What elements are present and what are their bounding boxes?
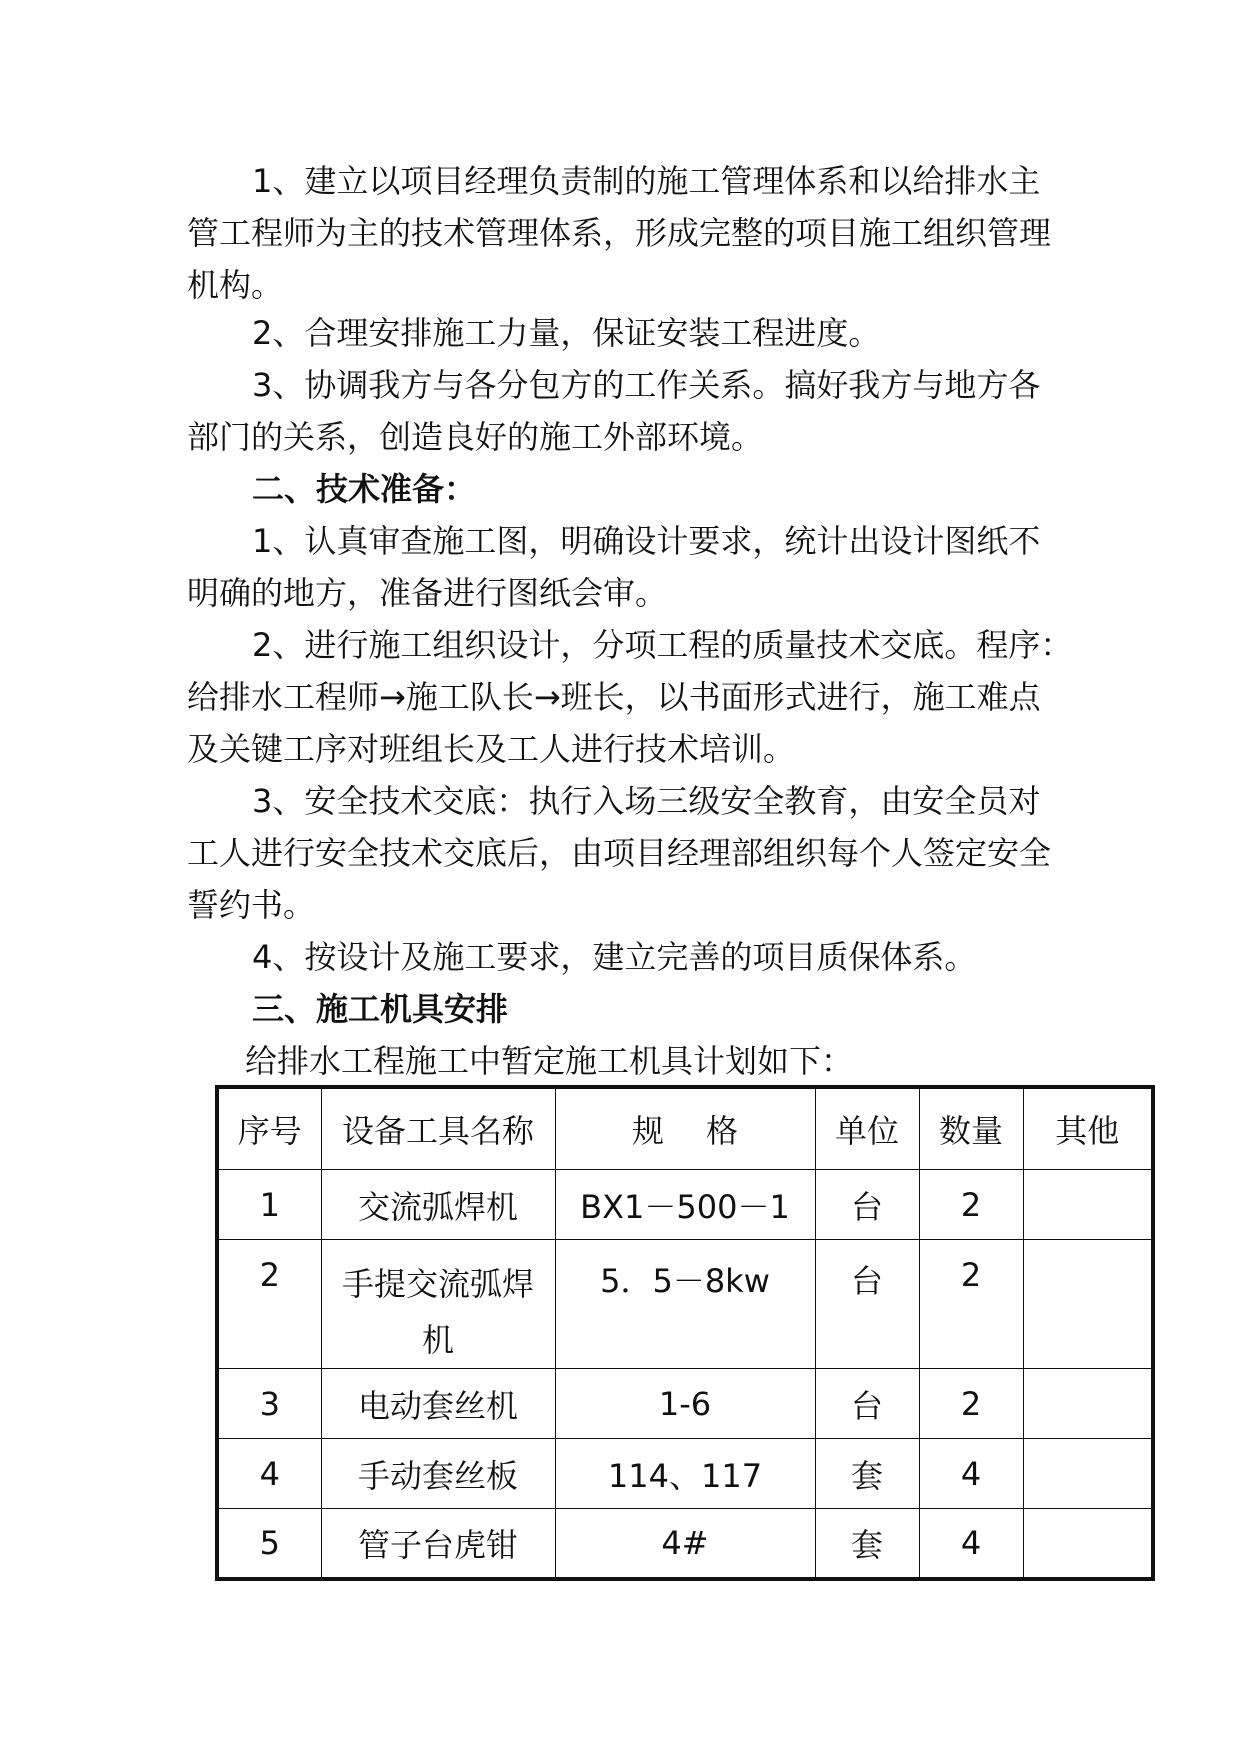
cell-other	[1023, 1509, 1153, 1579]
cell-spec: 5．5－8kw	[555, 1240, 815, 1369]
cell-name: 手动套丝板	[321, 1439, 555, 1509]
cell-no: 3	[217, 1369, 321, 1439]
header-other: 其他	[1023, 1087, 1153, 1170]
cell-qty: 2	[919, 1240, 1023, 1369]
cell-name: 交流弧焊机	[321, 1170, 555, 1240]
cell-no: 4	[217, 1439, 321, 1509]
header-spec: 规格	[555, 1087, 815, 1170]
table-row	[217, 1170, 1153, 1240]
cell-name: 手提交流弧焊 机	[321, 1240, 555, 1369]
table-header-row	[217, 1087, 1153, 1170]
paragraph-2-4: 4、按设计及施工要求，建立完善的项目质保体系。	[252, 938, 977, 976]
header-qty: 数量	[919, 1087, 1023, 1170]
cell-other	[1023, 1240, 1153, 1369]
cell-qty: 2	[919, 1170, 1023, 1240]
section-heading-construction-machinery: 三、施工机具安排	[252, 990, 509, 1028]
cell-spec: 114、117	[555, 1439, 815, 1509]
paragraph-2-1: 1、认真审查施工图，明确设计要求，统计出设计图纸不 明确的地方，准备进行图纸会审。	[187, 522, 1041, 612]
table-row	[217, 1439, 1153, 1509]
section-heading-technical-preparation: 二、技术准备：	[252, 470, 477, 508]
cell-unit: 套	[815, 1509, 919, 1579]
cell-unit: 台	[815, 1369, 919, 1439]
cell-other	[1023, 1170, 1153, 1240]
paragraph-2-2: 2、进行施工组织设计，分项工程的质量技术交底。程序： 给排水工程师→施工队长→班长，以书面形式进行，施工难点 及关键工序对班组长及工人进行技术培训。	[187, 626, 1073, 768]
cell-no: 5	[217, 1509, 321, 1579]
cell-qty: 2	[919, 1369, 1023, 1439]
cell-name: 管子台虎钳	[321, 1509, 555, 1579]
paragraph-1-3: 3、协调我方与各分包方的工作关系。搞好我方与地方各 部门的关系，创造良好的施工外部环境。	[187, 366, 1041, 456]
cell-unit: 套	[815, 1439, 919, 1509]
cell-no: 1	[217, 1170, 321, 1240]
cell-unit: 台	[815, 1170, 919, 1240]
cell-name: 电动套丝机	[321, 1369, 555, 1439]
cell-spec: 4#	[555, 1509, 815, 1579]
table-intro-text: 给排水工程施工中暂定施工机具计划如下：	[245, 1042, 854, 1080]
header-no: 序号	[217, 1087, 321, 1170]
header-name: 设备工具名称	[321, 1087, 555, 1170]
cell-qty: 4	[919, 1509, 1023, 1579]
paragraph-1-2: 2、合理安排施工力量，保证安装工程进度。	[252, 314, 881, 352]
cell-no: 2	[217, 1240, 321, 1369]
cell-other	[1023, 1439, 1153, 1509]
cell-qty: 4	[919, 1439, 1023, 1509]
table-row	[217, 1240, 1153, 1369]
table-row	[217, 1509, 1153, 1579]
header-unit: 单位	[815, 1087, 919, 1170]
cell-spec: BX1－500－1	[555, 1170, 815, 1240]
machinery-table	[215, 1085, 1155, 1581]
paragraph-1-1: 1、建立以项目经理负责制的施工管理体系和以给排水主 管工程师为主的技术管理体系，形成完整的项目施工组织管理 机构。	[187, 162, 1052, 304]
cell-unit: 台	[815, 1240, 919, 1369]
paragraph-2-3: 3、安全技术交底：执行入场三级安全教育，由安全员对 工人进行安全技术交底后，由项目经理部组织每个人签定安全 誓约书。	[187, 782, 1052, 924]
cell-other	[1023, 1369, 1153, 1439]
table-row	[217, 1369, 1153, 1439]
cell-spec: 1-6	[555, 1369, 815, 1439]
